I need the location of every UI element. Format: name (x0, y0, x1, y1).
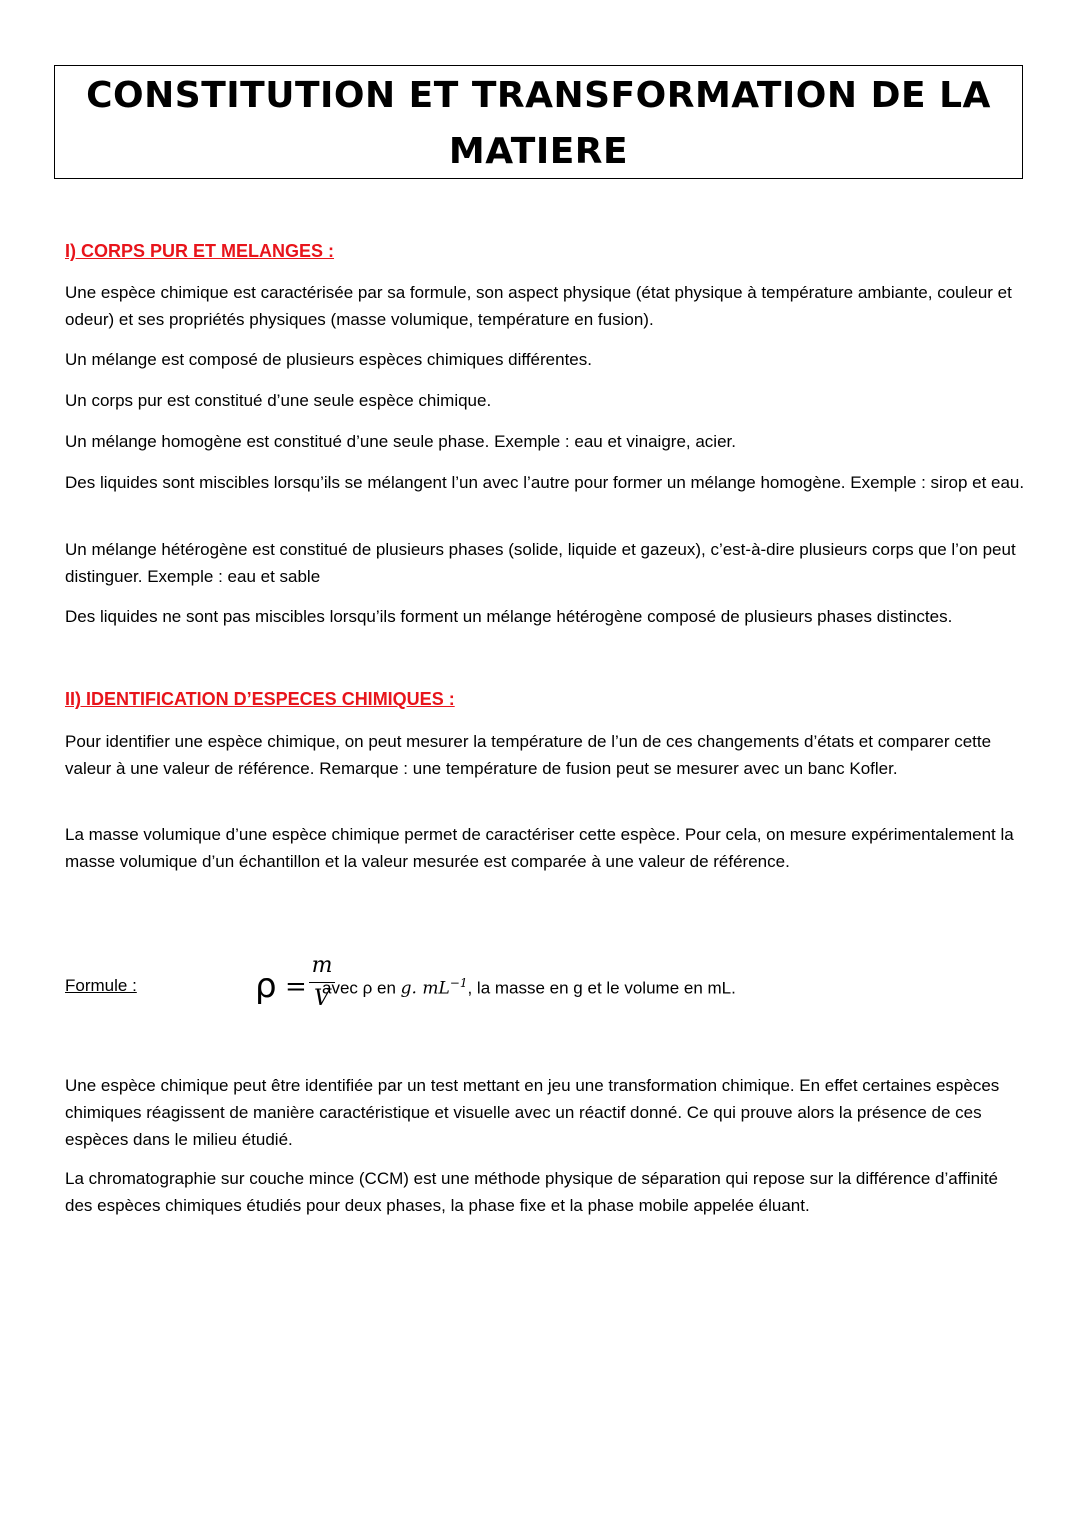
section-2-heading: II) IDENTIFICATION D’ESPECES CHIMIQUES : (65, 689, 455, 709)
s2-paragraph-4 (65, 1165, 1025, 1219)
rho-symbol: ρ (255, 966, 277, 1006)
paragraph: Pour identifier une espèce chimique, on peut mesurer la température de l’un de ces changements d’états et comparer cette valeur à une valeur de référence. Remarque : une température de fusion peut se mesurer avec un banc Kofler. (65, 732, 992, 778)
s2-paragraph-2 (65, 821, 1025, 875)
s1-paragraph-3 (65, 387, 1025, 414)
s2-paragraph-1 (65, 728, 1025, 782)
desc-unit: g. mL (400, 978, 450, 999)
numerator: m (311, 953, 333, 978)
section-1-heading-wrap (65, 238, 1025, 264)
s1-paragraph-5 (65, 469, 1025, 496)
desc-exponent: −1 (449, 976, 468, 990)
page-title-line-2: MATIERE (448, 131, 629, 172)
section-1-heading: I) CORPS PUR ET MELANGES : (65, 241, 335, 261)
s1-paragraph-7 (65, 603, 1025, 630)
desc-suffix: , la masse en g et le volume en mL. (467, 978, 736, 998)
formula-label: Formule : (65, 976, 137, 995)
s1-paragraph-6 (65, 536, 1025, 590)
section-2-heading-wrap (65, 686, 1025, 712)
denominator: V (314, 986, 330, 1011)
page-title-line-1: CONSTITUTION ET TRANSFORMATION DE LA (86, 75, 991, 116)
s1-paragraph-4 (65, 428, 1025, 455)
paragraph: Un mélange est composé de plusieurs espèces chimiques différentes. (65, 350, 592, 369)
equals-sign: = (285, 972, 307, 1002)
formula-row (65, 952, 1015, 1022)
s1-paragraph-1 (65, 279, 1025, 333)
paragraph: Un corps pur est constitué d’une seule espèce chimique. (65, 391, 492, 410)
paragraph: La masse volumique d’une espèce chimique permet de caractériser cette espèce. Pour cela, on mesure expérimentalement la masse volumique d’un échantillon et la valeur mesurée est comparée à une valeur de référence. (65, 825, 1014, 871)
s2-paragraph-3 (65, 1072, 1025, 1153)
paragraph: Un mélange hétérogène est constitué de plusieurs phases (solide, liquide et gazeux), c’est-à-dire plusieurs corps que l’on peut distinguer. Exemple : eau et sable (65, 540, 1016, 586)
paragraph: Une espèce chimique est caractérisée par sa formule, son aspect physique (état physique à température ambiante, couleur et odeur) et ses propriétés physiques (masse volumique, température en fusion). (65, 283, 1012, 329)
formula-description (322, 976, 736, 999)
paragraph: La chromatographie sur couche mince (CCM) est une méthode physique de séparation qui repose sur la différence d’affinité des espèces chimiques étudiés pour deux phases, la phase fixe et la phase mobile appelée éluant. (65, 1169, 999, 1215)
s1-paragraph-2 (65, 346, 1025, 373)
paragraph: Un mélange homogène est constitué d’une seule phase. Exemple : eau et vinaigre, acier. (65, 432, 736, 451)
title-box (54, 65, 1023, 179)
paragraph: Des liquides sont miscibles lorsqu’ils se mélangent l’un avec l’autre pour former un mélange homogène. Exemple : sirop et eau. (65, 473, 1025, 492)
paragraph: Des liquides ne sont pas miscibles lorsqu’ils forment un mélange hétérogène composé de plusieurs phases distinctes. (65, 607, 953, 626)
desc-prefix: avec ρ en (322, 978, 401, 998)
paragraph: Une espèce chimique peut être identifiée par un test mettant en jeu une transformation chimique. En effet certaines espèces chimiques réagissent de manière caractéristique et visuelle avec un réactif donné. Ce qui prouve alors la présence de ces espèces dans le milieu étudié. (65, 1076, 1000, 1149)
